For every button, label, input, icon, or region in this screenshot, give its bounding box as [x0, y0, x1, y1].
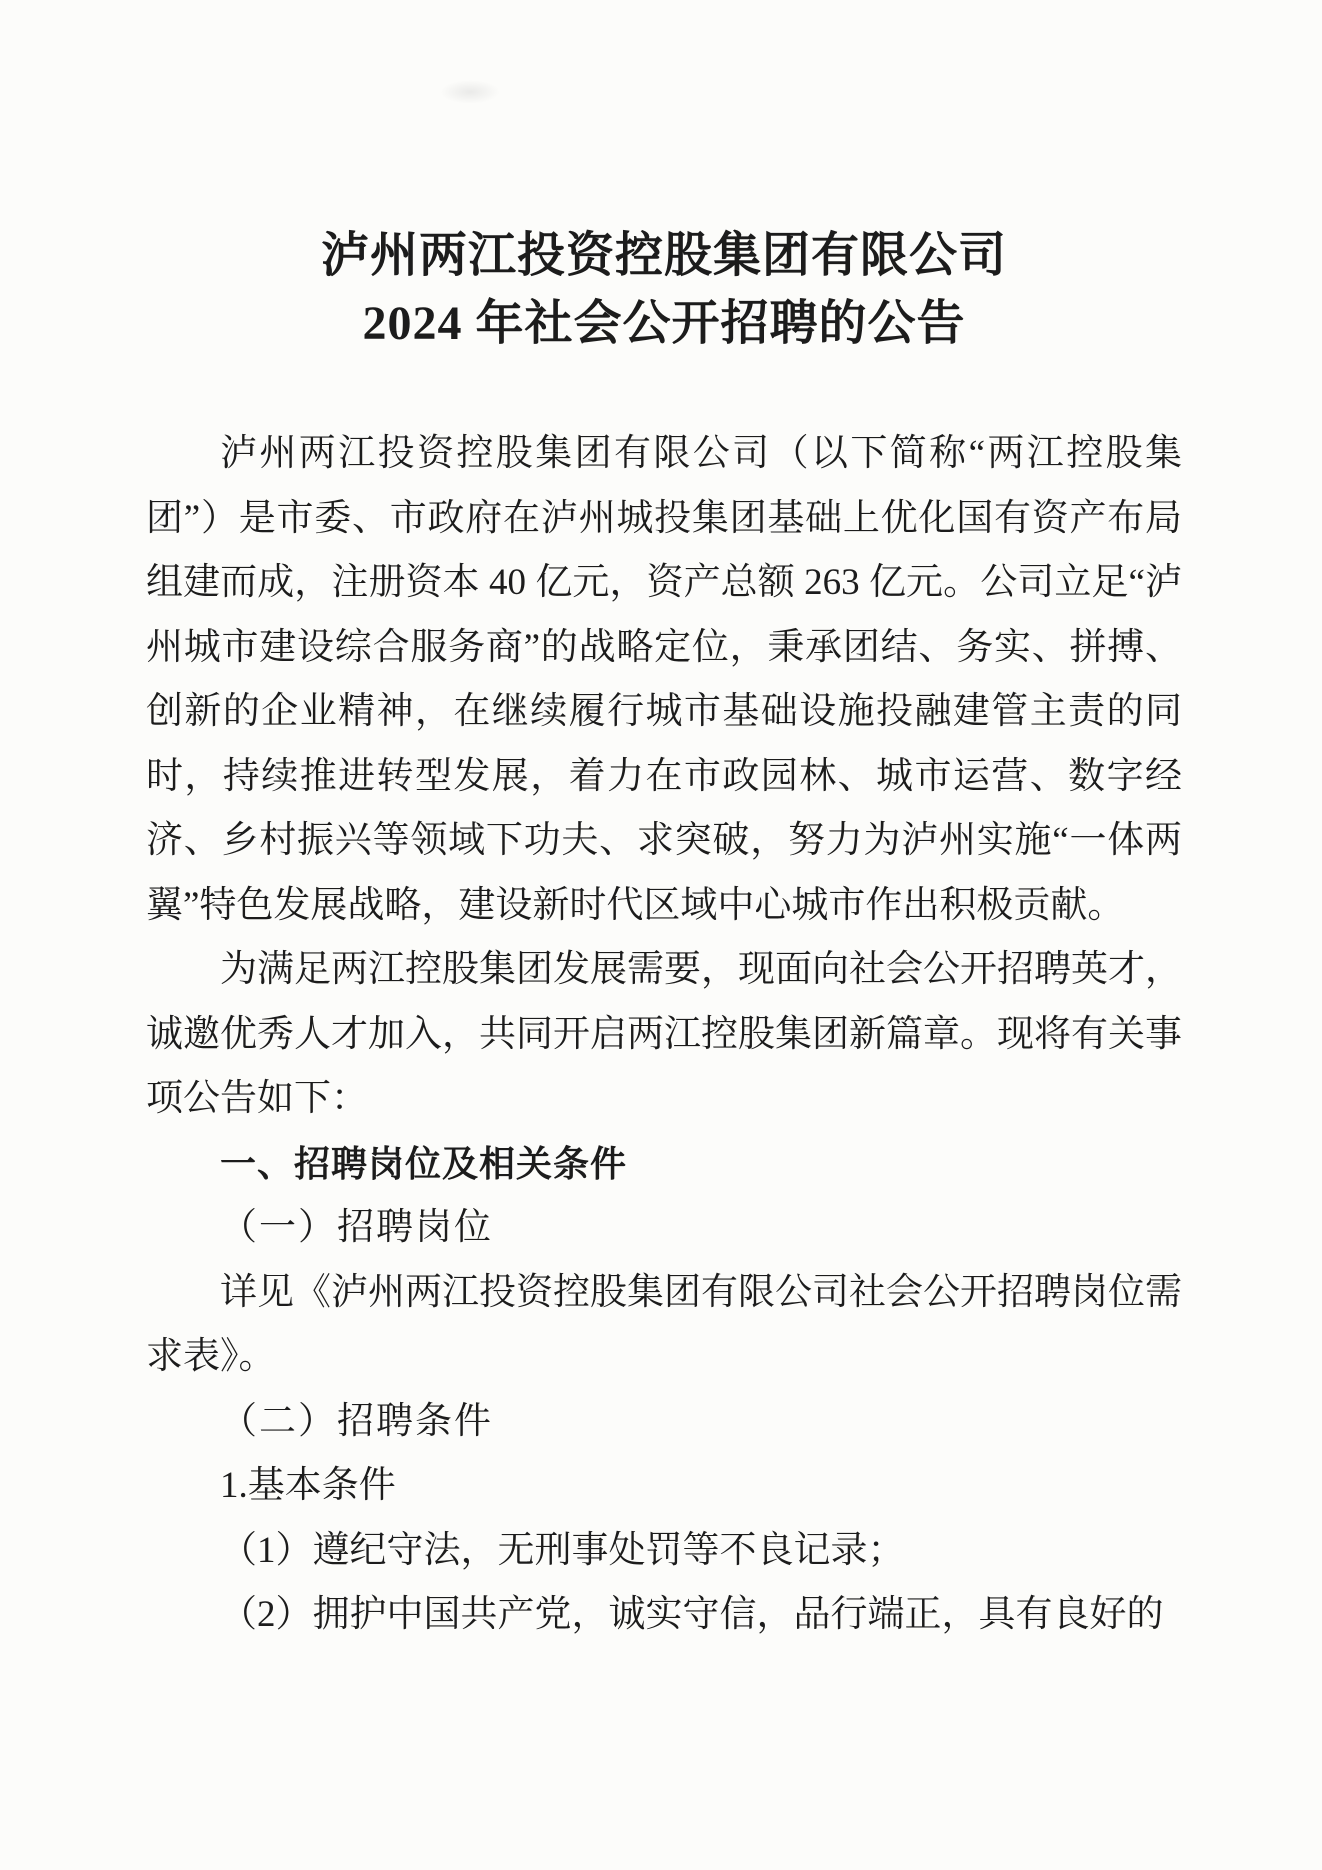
intro-paragraph-2: 为满足两江控股集团发展需要，现面向社会公开招聘英才，诚邀优秀人才加入，共同开启两江控股集团新篇章。现将有关事项公告如下： — [146, 949, 1182, 1119]
basic-conditions-label: 1.基本条件 — [220, 1465, 396, 1506]
condition-item-2: （2）拥护中国共产党，诚实守信，品行端正，具有良好的 — [220, 1594, 1164, 1635]
document-title — [146, 222, 1182, 358]
section1-heading: 一、招聘岗位及相关条件 — [220, 1142, 628, 1184]
condition-item-1: （1）遵纪守法，无刑事处罚等不良记录； — [220, 1529, 905, 1571]
document-content — [146, 222, 1182, 1648]
subsection2-heading: （二）招聘条件 — [220, 1400, 493, 1442]
subsection1-heading: （一）招聘岗位 — [220, 1207, 493, 1248]
document-title-line2: 2024 年社会公开招聘的公告 — [362, 297, 966, 350]
intro-paragraph-1: 泸州两江投资控股集团有限公司（以下简称“两江控股集团”）是市委、市政府在泸州城投集团基础上优化国有资产布局组建而成，注册资本 40 亿元，资产总额 263 亿元。公司立足“泸州城市建设综合服务商”的战略定位，秉承团结、务实、拼搏、创新的企业精神，在继续履行城市基础设施投融建管主责的同时，持续推进转型发展，着力在市政园林、城市运营、数字经济、乡村振兴等领域下功夫、求突破，努力为泸州实施“一体两翼”特色发展战略，建设新时代区域中心城市作出积极贡献。 — [146, 433, 1182, 926]
subsection1-text: 详见《泸州两江投资控股集团有限公司社会公开招聘岗位需求表》。 — [146, 1271, 1182, 1377]
document-title-line1: 泸州两江投资控股集团有限公司 — [320, 229, 1007, 282]
